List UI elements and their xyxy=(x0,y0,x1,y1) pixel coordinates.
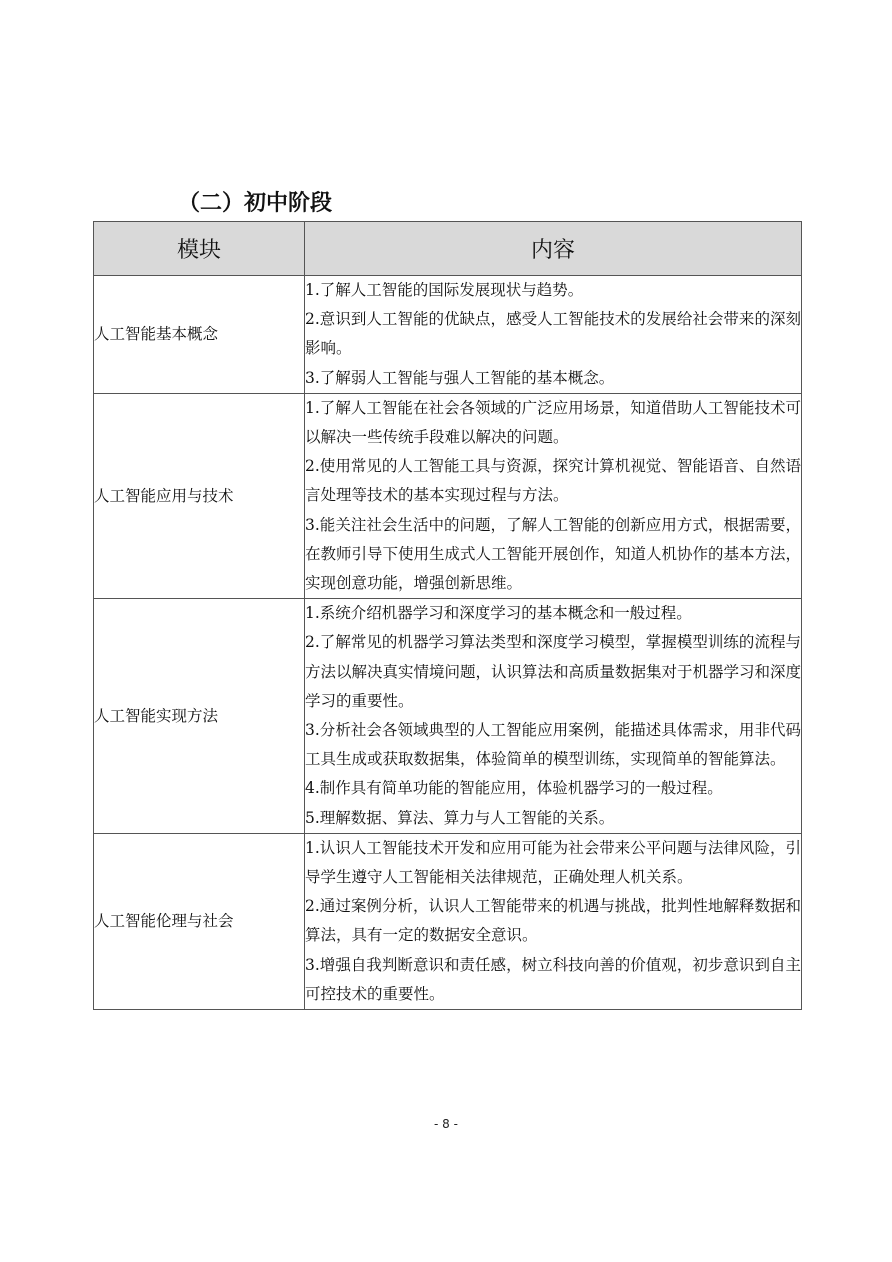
content-item: 2.意识到人工智能的优缺点，感受人工智能技术的发展给社会带来的深刻影响。 xyxy=(305,310,801,358)
content-item: 3.分析社会各领域典型的人工智能应用案例，能描述具体需求，用非代码工具生成或获取数据集，体验简单的模型训练，实现简单的智能算法。 xyxy=(305,721,801,769)
header-module: 模块 xyxy=(94,222,305,276)
page-number: - 8 - xyxy=(434,1117,458,1131)
content-item: 1.系统介绍机器学习和深度学习的基本概念和一般过程。 xyxy=(305,604,692,623)
table-row xyxy=(94,276,802,394)
content-item: 1.了解人工智能的国际发展现状与趋势。 xyxy=(305,281,584,299)
content-item: 5.理解数据、算法、算力与人工智能的关系。 xyxy=(305,808,615,827)
module-name: 人工智能基本概念 xyxy=(94,276,305,394)
content-item: 1.认识人工智能技术开发和应用可能为社会带来公平问题与法律风险，引导学生遵守人工智能相关法律规范，正确处理人机关系。 xyxy=(305,838,801,887)
table-row xyxy=(94,599,802,834)
table-header-row xyxy=(94,222,802,276)
content-item: 4.制作具有简单功能的智能应用，体验机器学习的一般过程。 xyxy=(305,779,723,798)
section-title: （二）初中阶段 xyxy=(178,191,333,216)
content-cell xyxy=(305,393,802,598)
module-name: 人工智能实现方法 xyxy=(94,599,305,834)
content-item: 3.增强自我判断意识和责任感，树立科技向善的价值观，初步意识到自主可控技术的重要性。 xyxy=(305,955,801,1003)
content-cell xyxy=(305,833,802,1009)
table-row xyxy=(94,833,802,1009)
content-item: 2.了解常见的机器学习算法类型和深度学习模型，掌握模型训练的流程与方法以解决真实情境问题，认识算法和高质量数据集对于机器学习和深度学习的重要性。 xyxy=(305,633,802,710)
content-item: 2.使用常见的人工智能工具与资源，探究计算机视觉、智能语音、自然语言处理等技术的基本实现过程与方法。 xyxy=(305,457,801,505)
module-name: 人工智能应用与技术 xyxy=(94,393,305,598)
content-item: 3.了解弱人工智能与强人工智能的基本概念。 xyxy=(305,368,615,387)
content-cell xyxy=(305,276,802,394)
content-item: 3.能关注社会生活中的问题，了解人工智能的创新应用方式，根据需要，在教师引导下使用生成式人工智能开展创作，知道人机协作的基本方法，实现创意功能，增强创新思维。 xyxy=(305,515,802,593)
header-content: 内容 xyxy=(305,222,802,276)
table-row xyxy=(94,393,802,598)
content-item: 1.了解人工智能在社会各领域的广泛应用场景，知道借助人工智能技术可以解决一些传统手段难以解决的问题。 xyxy=(305,398,801,447)
content-item: 2.通过案例分析，认识人工智能带来的机遇与挑战，批判性地解释数据和算法，具有一定的数据安全意识。 xyxy=(305,897,801,945)
modules-table xyxy=(93,221,802,1010)
content-cell xyxy=(305,599,802,834)
module-name: 人工智能伦理与社会 xyxy=(94,833,305,1009)
